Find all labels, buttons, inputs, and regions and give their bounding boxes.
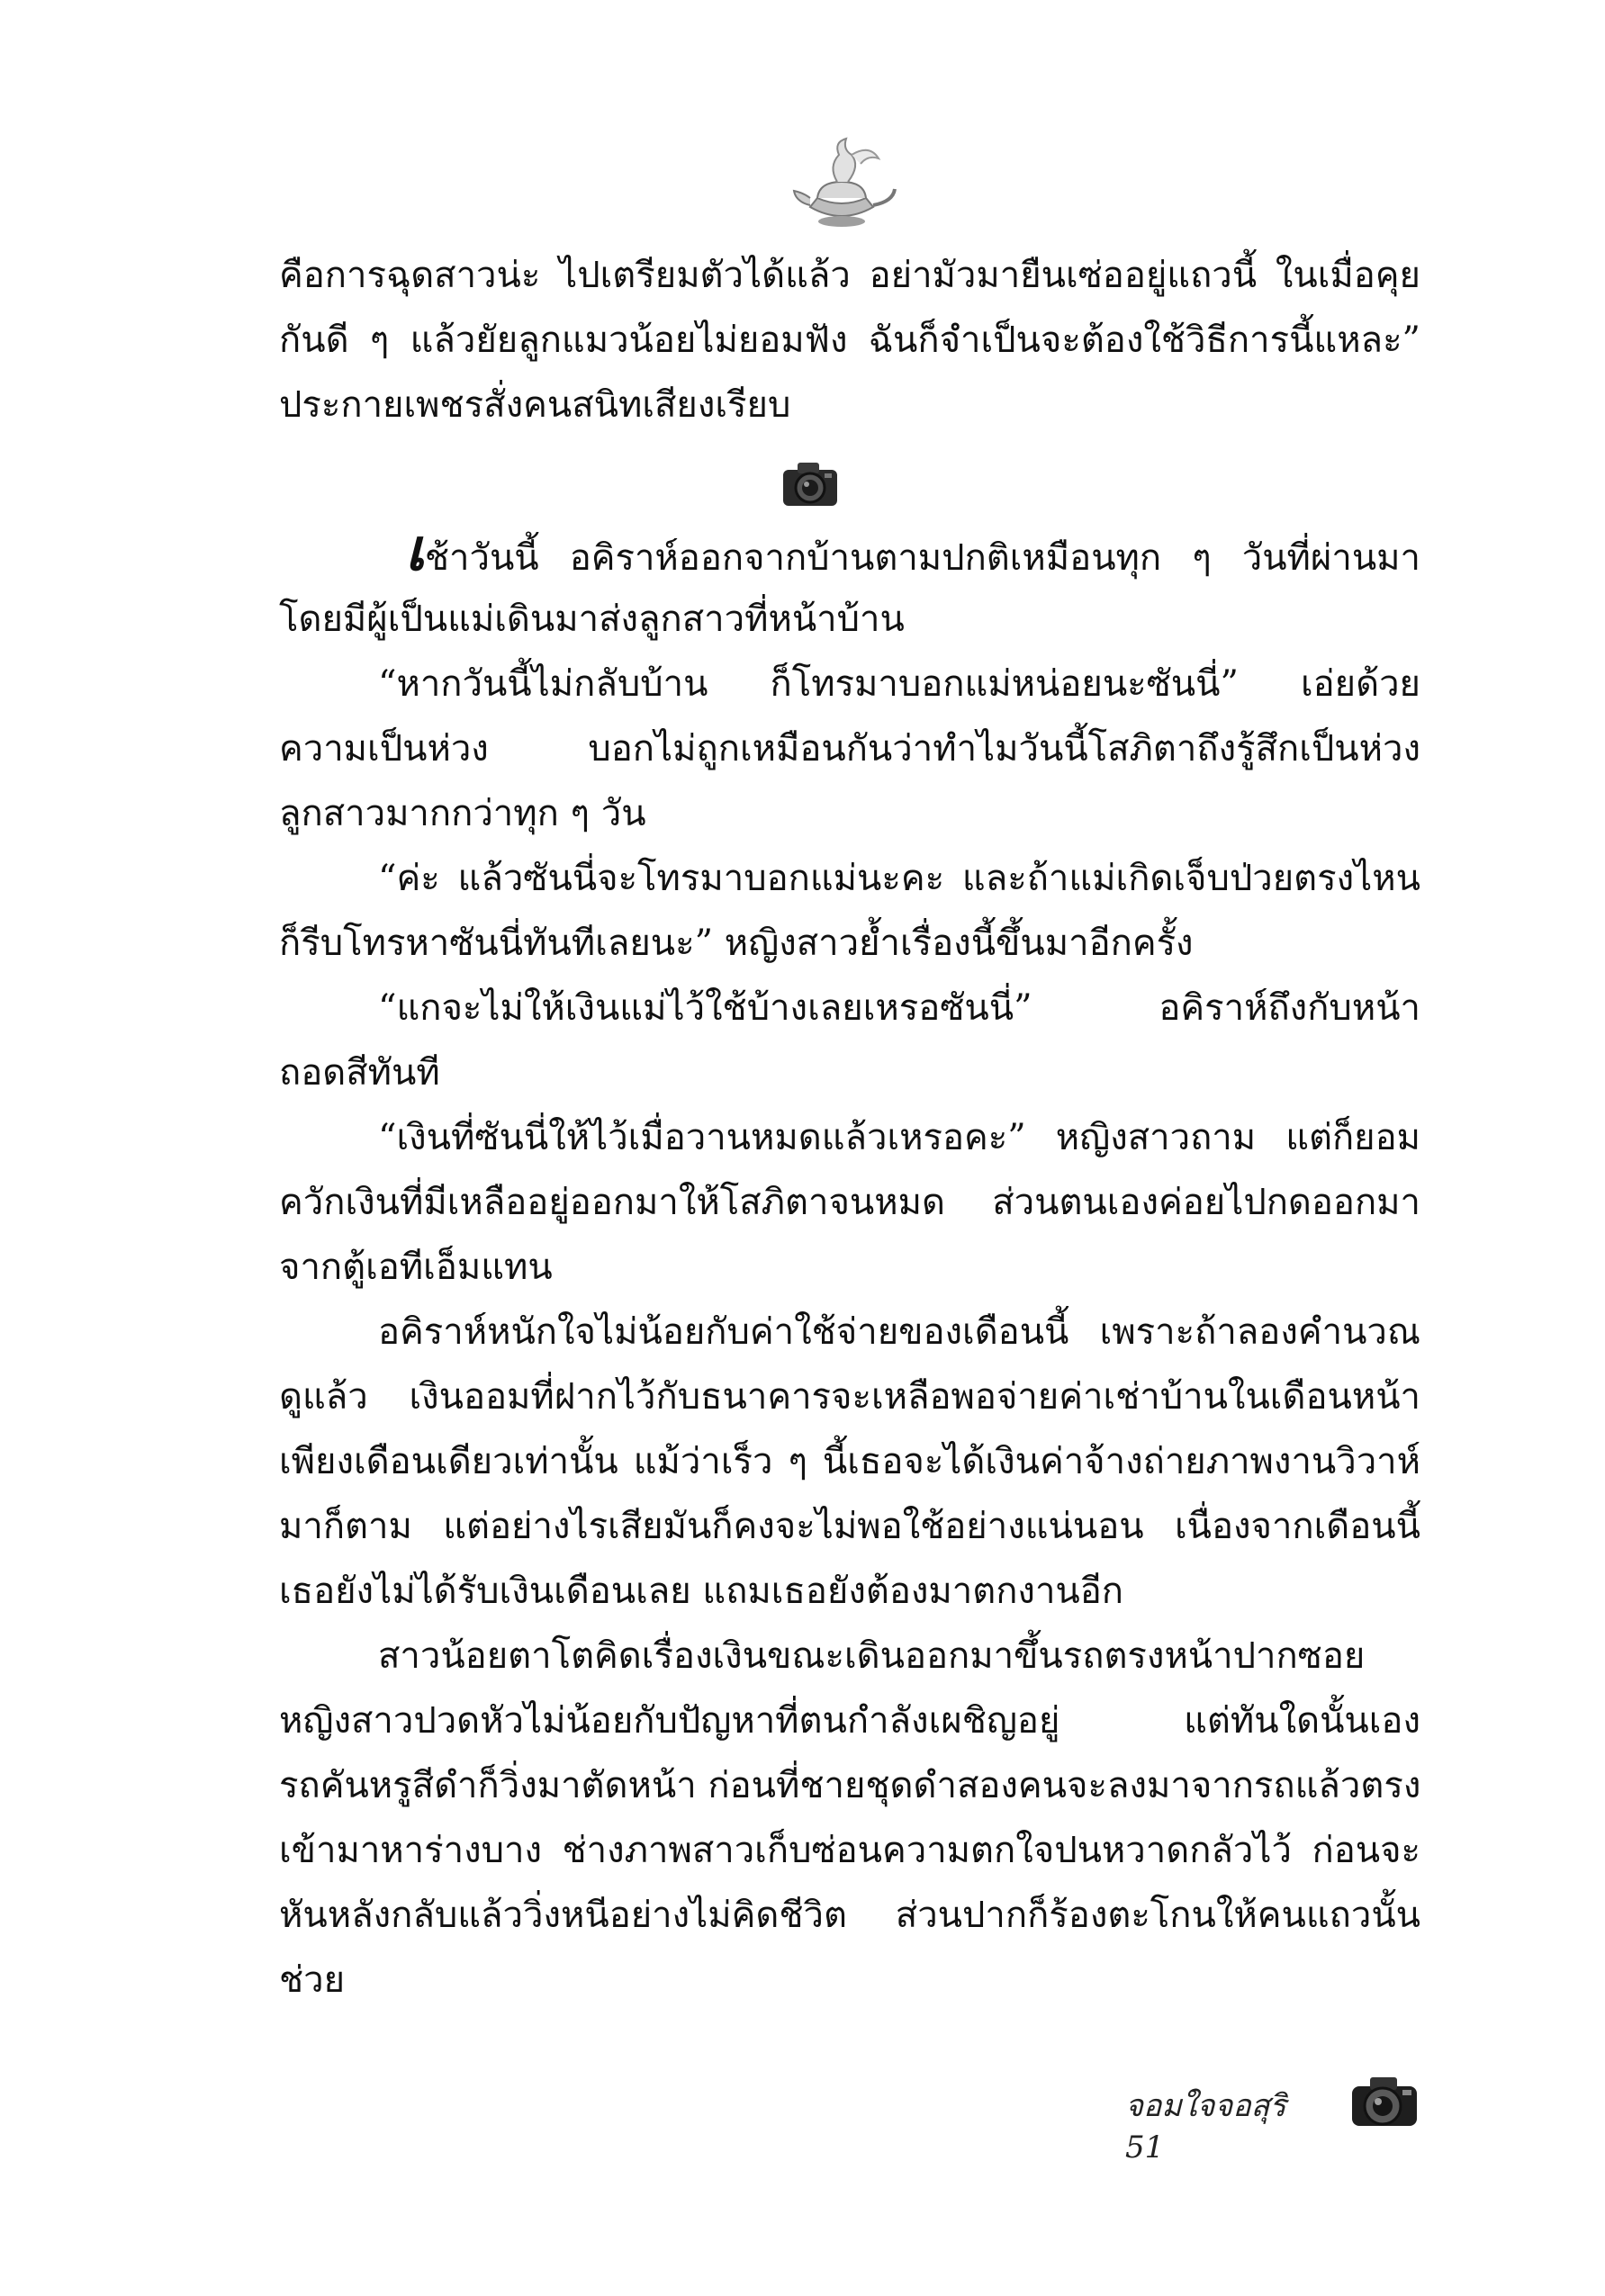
text-line: หันหลังกลับแล้ววิ่งหนีอย่างไม่คิดชีวิต ส่วนปากก็ร้องตะโกนให้คนแถวนั้น xyxy=(279,1895,1420,1936)
genie-lamp-icon xyxy=(783,135,900,234)
text-line: มาก็ตาม แต่อย่างไรเสียมันก็คงจะไม่พอใช้อย่างแน่นอน เนื่องจากเดือนนี้ xyxy=(279,1506,1420,1547)
text-line: ลูกสาวมากกว่าทุก ๆ วัน xyxy=(279,793,646,834)
text-line: เธอยังไม่ได้รับเงินเดือนเลย แถมเธอยังต้องมาตกงานอีก xyxy=(279,1571,1124,1612)
text-line: “ค่ะ แล้วซันนี่จะโทรมาบอกแม่นะคะ และถ้าแม่เกิดเจ็บป่วยตรงไหน xyxy=(378,858,1420,899)
footer-title xyxy=(1125,2081,1311,2165)
paragraph-top xyxy=(279,243,1420,437)
text-line: หญิงสาวปวดหัวไม่น้อยกับปัญหาที่ตนกำลังเผชิญอยู่ แต่ทันใดนั้นเอง xyxy=(279,1700,1420,1742)
text-line: ดูแล้ว เงินออมที่ฝากไว้กับธนาคารจะเหลือพอจ่ายค่าเช่าบ้านในเดือนหน้า xyxy=(279,1376,1420,1418)
text-line: ถอดสีทันที xyxy=(279,1052,440,1094)
text-line xyxy=(279,517,1420,587)
text-line: อคิราห์หนักใจไม่น้อยกับค่าใช้จ่ายของเดือนนี้ เพราะถ้าลองคำนวณ xyxy=(378,1311,1420,1353)
text-line: ประกายเพชรสั่งคนสนิทเสียงเรียบ xyxy=(279,384,791,426)
text-line: “เงินที่ซันนี่ให้ไว้เมื่อวานหมดแล้วเหรอคะ” หญิงสาวถาม แต่ก็ยอม xyxy=(378,1117,1420,1158)
camera-icon xyxy=(780,457,841,509)
camera-icon xyxy=(1347,2070,1422,2133)
text-line: ความเป็นห่วง บอกไม่ถูกเหมือนกันว่าทำไมวันนี้โสภิตาถึงรู้สึกเป็นห่วง xyxy=(279,728,1420,770)
text-line: เพียงเดือนเดียวเท่านั้น แม้ว่าเร็ว ๆ นี้เธอจะได้เงินค่าจ้างถ่ายภาพงานวิวาห์ xyxy=(279,1441,1420,1482)
text-line: ก็รีบโทรหาซันนี่ทันทีเลยนะ” หญิงสาวย้ำเรื่องนี้ขึ้นมาอีกครั้ง xyxy=(279,923,1194,964)
text-line-content: ช้าวันนี้ อคิราห์ออกจากบ้านตามปกติเหมือนทุก ๆ วันที่ผ่านมา xyxy=(424,537,1420,579)
text-line: กันดี ๆ แล้วยัยลูกแมวน้อยไม่ยอมฟัง ฉันก็จำเป็นจะต้องใช้วิธีการนี้แหละ” xyxy=(279,320,1420,361)
text-line: จากตู้เอทีเอ็มแทน xyxy=(279,1247,553,1288)
text-line: ช่วย xyxy=(279,1959,346,2001)
text-line: คือการฉุดสาวน่ะ ไปเตรียมตัวได้แล้ว อย่ามัวมายืนเซ่ออยู่แถวนี้ ในเมื่อคุย xyxy=(279,255,1420,296)
text-line: โดยมีผู้เป็นแม่เดินมาส่งลูกสาวที่หน้าบ้าน xyxy=(279,599,905,640)
book-title: จอมใจจอสุริ xyxy=(1125,2088,1286,2124)
page-footer xyxy=(1125,2070,1422,2165)
body-text xyxy=(279,517,1421,2012)
text-line: เข้ามาหาร่างบาง ช่างภาพสาวเก็บซ่อนความตกใจปนหวาดกลัวไว้ ก่อนจะ xyxy=(279,1830,1420,1871)
text-line: รถคันหรูสีดำก็วิ่งมาตัดหน้า ก่อนที่ชายชุดดำสองคนจะลงมาจากรถแล้วตรง xyxy=(279,1765,1421,1806)
drop-cap: เ xyxy=(405,517,425,584)
text-line: สาวน้อยตาโตคิดเรื่องเงินขณะเดินออกมาขึ้นรถตรงหน้าปากซอย xyxy=(378,1635,1366,1677)
page-number: 51 xyxy=(1125,2129,1165,2165)
text-line: ควักเงินที่มีเหลืออยู่ออกมาให้โสภิตาจนหมด ส่วนตนเองค่อยไปกดออกมา xyxy=(279,1182,1420,1223)
text-line: “แกจะไม่ให้เงินแม่ไว้ใช้บ้างเลยเหรอซันนี่” อคิราห์ถึงกับหน้า xyxy=(378,987,1420,1029)
text-line: “หากวันนี้ไม่กลับบ้าน ก็โทรมาบอกแม่หน่อยนะซันนี่” เอ่ยด้วย xyxy=(378,663,1420,705)
